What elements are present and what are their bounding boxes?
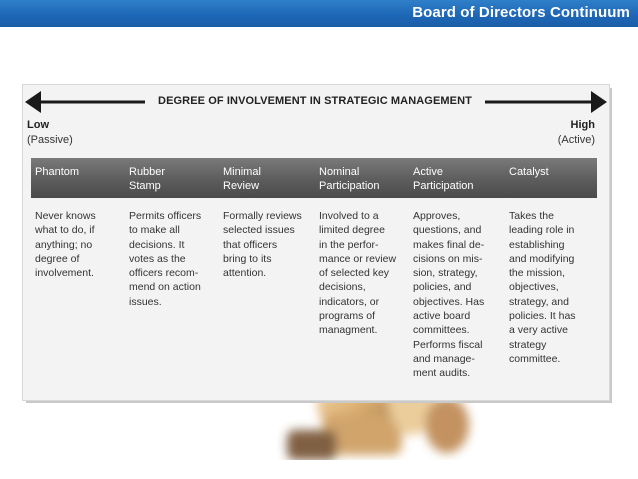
column-header-nominal-participation: Nominal Participation: [319, 166, 380, 192]
arrow-label: DEGREE OF INVOLVEMENT IN STRATEGIC MANAGEMENT: [145, 95, 485, 107]
high-sub-label: (Active): [557, 134, 595, 146]
column-body-phantom: Never knows what to do, if anything; no degree of involvement.: [35, 210, 96, 280]
continuum-figure: [22, 84, 610, 401]
column-header-rubber-stamp: Rubber Stamp: [129, 166, 166, 192]
column-header-minimal-review: Minimal Review: [223, 166, 261, 192]
column-body-active-participation: Approves, questions, and makes final de- cisions on mis- sion, strategy, policies, and objectives. Has active board committees. Performs fiscal and manage- ment audits.: [413, 210, 485, 380]
column-body-rubber-stamp: Permits officers to make all decisions. It votes as the officers recom- mend on action issues.: [129, 210, 202, 308]
high-label: High: [570, 119, 595, 131]
column-header-catalyst: Catalyst: [509, 166, 549, 178]
title-bar: [0, 0, 638, 27]
low-label: Low: [27, 119, 49, 131]
column-body-nominal-participation: Involved to a limited degree in the perfor- mance or review of selected key decisions, indicators, or programs of managment.: [319, 210, 397, 337]
column-header-phantom: Phantom: [35, 166, 80, 178]
slide-title: Board of Directors Continuum: [412, 4, 630, 21]
column-header-active-participation: Active Participation: [413, 166, 474, 192]
low-sub-label: (Passive): [27, 134, 73, 146]
column-body-minimal-review: Formally reviews selected issues that officers bring to its attention.: [223, 210, 302, 280]
column-body-catalyst: Takes the leading role in establishing and modifying the mission, objectives, strategy, and policies. It has a very active strategy committee.: [509, 210, 576, 365]
